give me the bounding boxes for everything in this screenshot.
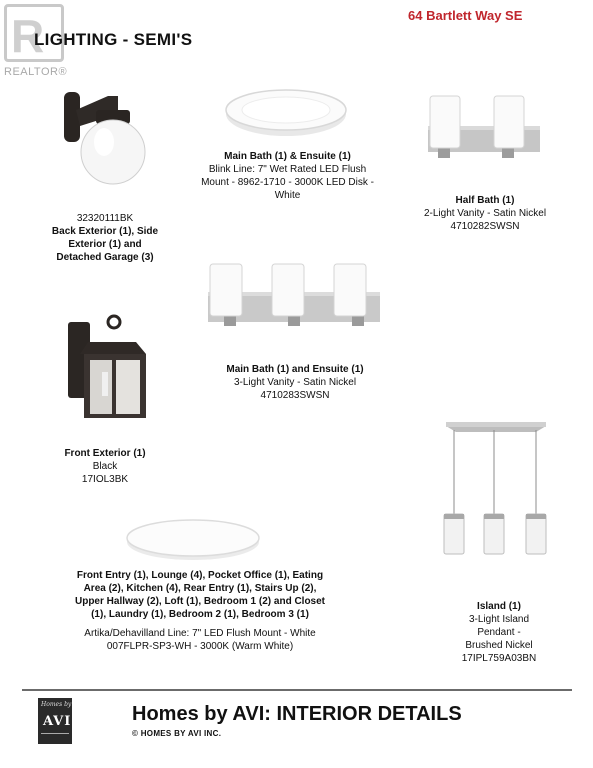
page-title: LIGHTING - SEMI'S bbox=[34, 30, 193, 49]
avi-logo-wordmark: AVI bbox=[43, 714, 72, 729]
item-globe-caption: 32320111BK Back Exterior (1), Side Exterior (1) and Detached Garage (3) bbox=[51, 213, 159, 263]
led-flush-mount-image bbox=[122, 514, 264, 564]
item-flush-mount-caption: Front Entry (1), Lounge (4), Pocket Office (1), Eating Area (2), Kitchen (4), Rear Entry (1), Stairs Up (2), Upper Hallway (2), Loft (1), Bedroom 1 (2) and Closet (1), Laundry (1), Bedroom 2 (1), Bedroom 3 (1) Artika/Dehavilland Line: 7" LED Flush Mount - White 007FLPR-SP3-WH - 3000K (Warm White) bbox=[74, 570, 326, 652]
realtor-text: REALTOR® bbox=[4, 66, 68, 78]
flush-disk-light-image bbox=[222, 84, 350, 140]
item-front-exterior-caption: Front Exterior (1) Black 17IOL3BK bbox=[64, 448, 146, 485]
avi-logo-rule bbox=[41, 733, 69, 739]
two-light-vanity-image bbox=[422, 90, 546, 166]
item-half-bath-caption: Half Bath (1) 2-Light Vanity - Satin Nickel 4710282SWSN bbox=[423, 195, 547, 232]
footer-title: Homes by AVI: INTERIOR DETAILS bbox=[132, 703, 462, 725]
avi-logo bbox=[38, 698, 72, 744]
item-island-caption: Island (1) 3-Light Island Pendant - Brushed Nickel 17IPL759A03BN bbox=[461, 601, 537, 664]
realtor-r-letter: R bbox=[11, 10, 45, 62]
footer-divider bbox=[22, 689, 572, 691]
footer-copyright: © HOMES BY AVI INC. bbox=[132, 729, 222, 738]
item-main-bath-vanity-caption: Main Bath (1) and Ensuite (1) 3-Light Vanity - Satin Nickel 4710283SWSN bbox=[226, 364, 364, 401]
three-light-vanity-image bbox=[204, 262, 384, 334]
lantern-light-image bbox=[60, 312, 154, 424]
globe-wall-light-image bbox=[56, 80, 156, 192]
island-pendant-image bbox=[440, 414, 552, 562]
address-label: 64 Bartlett Way SE bbox=[408, 8, 523, 23]
avi-logo-tagline: Homes by bbox=[41, 701, 72, 708]
item-flush-disk-caption: Main Bath (1) & Ensuite (1) Blink Line: 7" Wet Rated LED Flush Mount - 8962-1710 - 3000K LED Disk - White bbox=[201, 151, 374, 201]
